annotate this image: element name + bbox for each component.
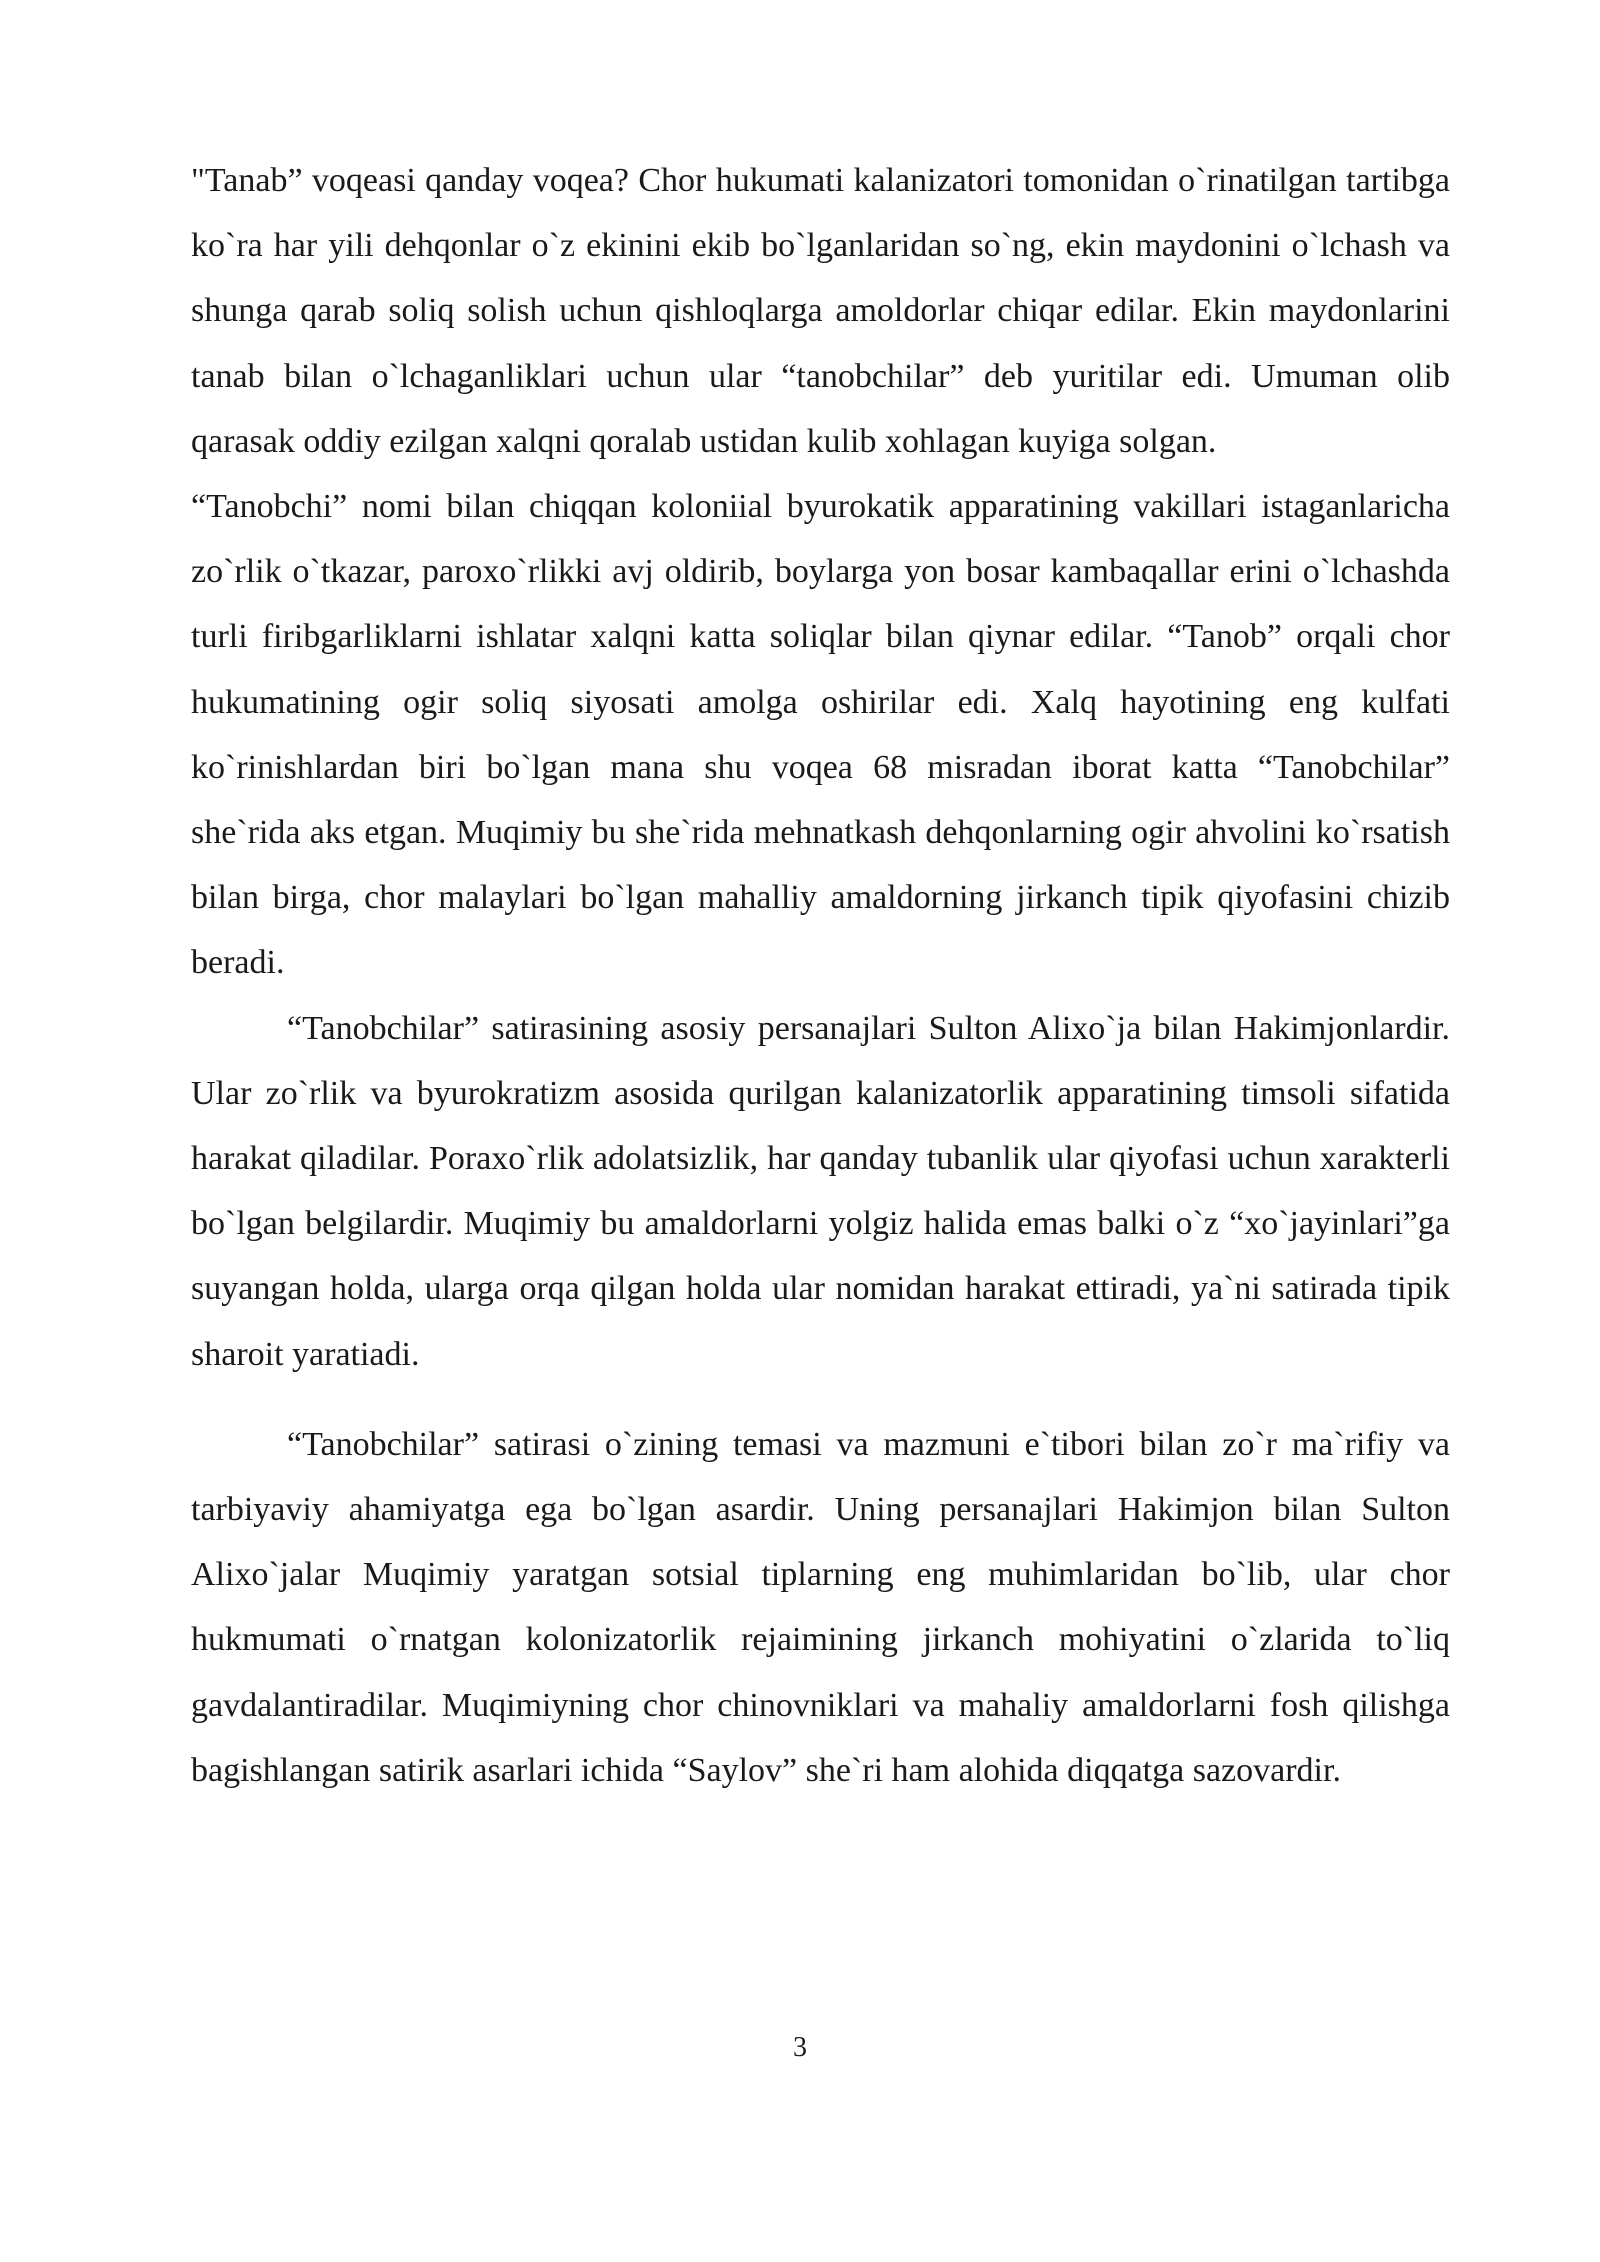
document-body — [191, 148, 1450, 1803]
paragraph-4: “Tanobchilar” satirasi o`zining temasi va mazmuni e`tibori bilan zo`r ma`rifiy va tarbiyaviy ahamiyatga ega bo`lgan asardir. Uning persanajlari Hakimjon bilan Sulton Alixo`jalar Muqimiy yaratgan sotsial tiplarning eng muhimlaridan bo`lib, ular chor hukmumati o`rnatgan kolonizatorlik rejaimining jirkanch mohiyatini o`zlarida to`liq gavdalantiradilar. Muqimiyning chor chinovniklari va mahaliy amaldorlarni fosh qilishga bagishlangan satirik asarlari ichida “Saylov” she`ri ham alohida diqqatga sazovardir. — [191, 1425, 1450, 1789]
paragraph-1: "Tanab” voqeasi qanday voqea? Chor hukumati kalanizatori tomonidan o`rinatilgan tartibga ko`ra har yili dehqonlar o`z ekinini ekib bo`lganlaridan so`ng, ekin maydonini o`lchash va shunga qarab soliq solish uchun qishloqlarga amoldorlar chiqar edilar. Ekin maydonlarini tanab bilan o`lchaganliklari uchun ular “tanobchilar” deb yuritilar edi. Umuman olib qarasak oddiy ezilgan xalqni qoralab ustidan kulib xohlagan kuyiga solgan. — [191, 162, 1450, 460]
paragraph-3: “Tanobchilar” satirasining asosiy persanajlari Sulton Alixo`ja bilan Hakimjonlardir. Ular zo`rlik va byurokratizm asosida qurilgan kalanizatorlik apparatining timsoli sifatida harakat qiladilar. Poraxo`rlik adolatsizlik, har qanday tubanlik ular qiyofasi uchun xarakterli bo`lgan belgilardir. Muqimiy bu amaldorlarni yolgiz halida emas balki o`z “xo`jayinlari”ga suyangan holda, ularga orqa qilgan holda ular nomidan harakat ettiradi, ya`ni satirada tipik sharoit yaratiadi. — [191, 1009, 1450, 1373]
paragraph-2: “Tanobchi” nomi bilan chiqqan koloniial byurokatik apparatining vakillari istaganlaricha zo`rlik o`tkazar, paroxo`rlikki avj oldirib, boylarga yon bosar kambaqallar erini o`lchashda turli firibgarliklarni ishlatar xalqni katta soliqlar bilan qiynar edilar. “Tanob” orqali chor hukumatining ogir soliq siyosati amolga oshirilar edi. Xalq hayotining eng kulfati ko`rinishlardan biri bo`lgan mana shu voqea 68 misradan iborat katta “Tanobchilar” she`rida aks etgan. Muqimiy bu she`rida mehnatkash dehqonlarning ogir ahvolini ko`rsatish bilan birga, chor malaylari bo`lgan mahalliy amaldorning jirkanch tipik qiyofasini chizib beradi. — [191, 488, 1450, 982]
page-number: 3 — [793, 2032, 807, 2063]
